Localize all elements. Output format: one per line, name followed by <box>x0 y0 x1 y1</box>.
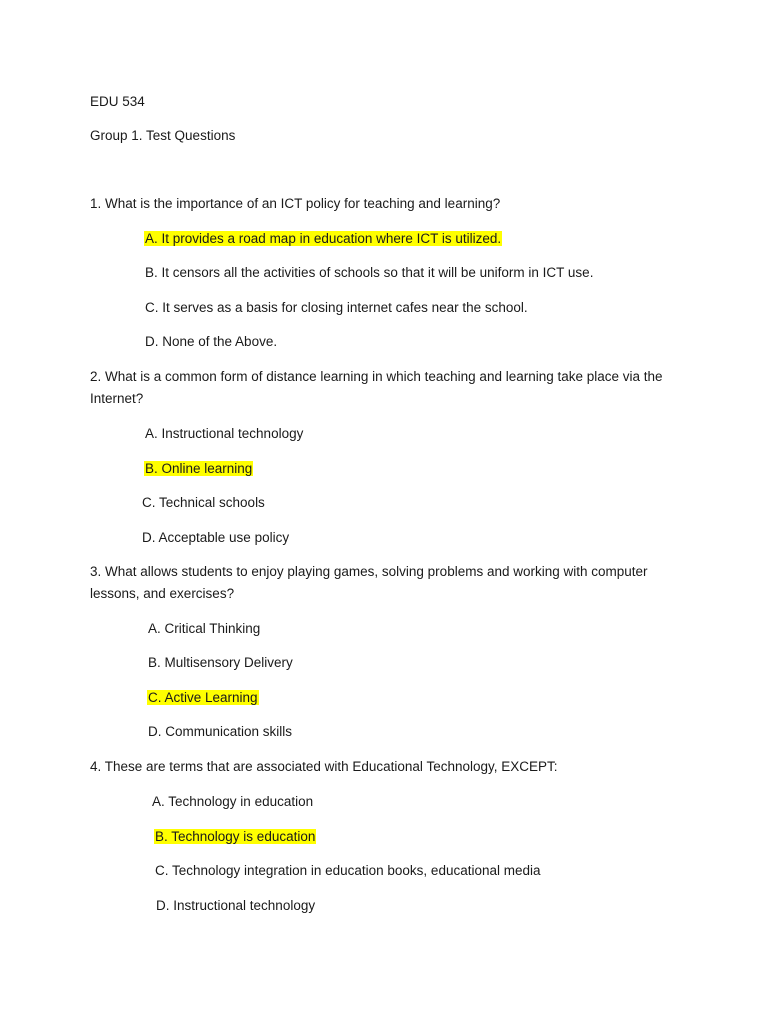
question-2-text: 2. What is a common form of distance learning in which teaching and learning take place via the Internet? <box>90 369 663 406</box>
question-3-option-d: D. Communication skills <box>148 724 293 739</box>
question-4-option-d: D. Instructional technology <box>156 898 316 913</box>
question-4-text: 4. These are terms that are associated with Educational Technology, EXCEPT: <box>90 759 558 774</box>
question-1-option-c: C. It serves as a basis for closing internet cafes near the school. <box>145 300 528 315</box>
question-2-option-b <box>144 459 253 478</box>
question-3-option-b: B. Multisensory Delivery <box>148 655 293 670</box>
question-2-option-d: D. Acceptable use policy <box>142 530 290 545</box>
question-4-option-a: A. Technology in education <box>152 794 314 809</box>
answer-highlight: B. Technology is education <box>155 829 316 844</box>
question-3-option-a: A. Critical Thinking <box>148 621 261 636</box>
answer-highlight: B. Online learning <box>145 461 253 476</box>
course-code: EDU 534 <box>90 94 145 109</box>
answer-highlight: A. It provides a road map in education where ICT is utilized. <box>145 231 502 246</box>
document-subtitle: Group 1. Test Questions <box>90 128 236 143</box>
question-1-text: 1. What is the importance of an ICT policy for teaching and learning? <box>90 196 501 211</box>
answer-highlight: C. Active Learning <box>148 690 258 705</box>
question-2-option-c: C. Technical schools <box>142 495 265 510</box>
question-3-option-c <box>147 688 259 707</box>
question-4-option-b <box>154 827 316 846</box>
question-3-text: 3. What allows students to enjoy playing games, solving problems and working with computer lessons, and exercises? <box>90 564 648 601</box>
question-2-option-a: A. Instructional technology <box>145 426 304 441</box>
question-1-option-b: B. It censors all the activities of schools so that it will be uniform in ICT use. <box>145 265 594 280</box>
question-1-option-d: D. None of the Above. <box>145 334 278 349</box>
question-4-option-c: C. Technology integration in education books, educational media <box>155 863 541 878</box>
question-1-option-a <box>144 229 502 248</box>
